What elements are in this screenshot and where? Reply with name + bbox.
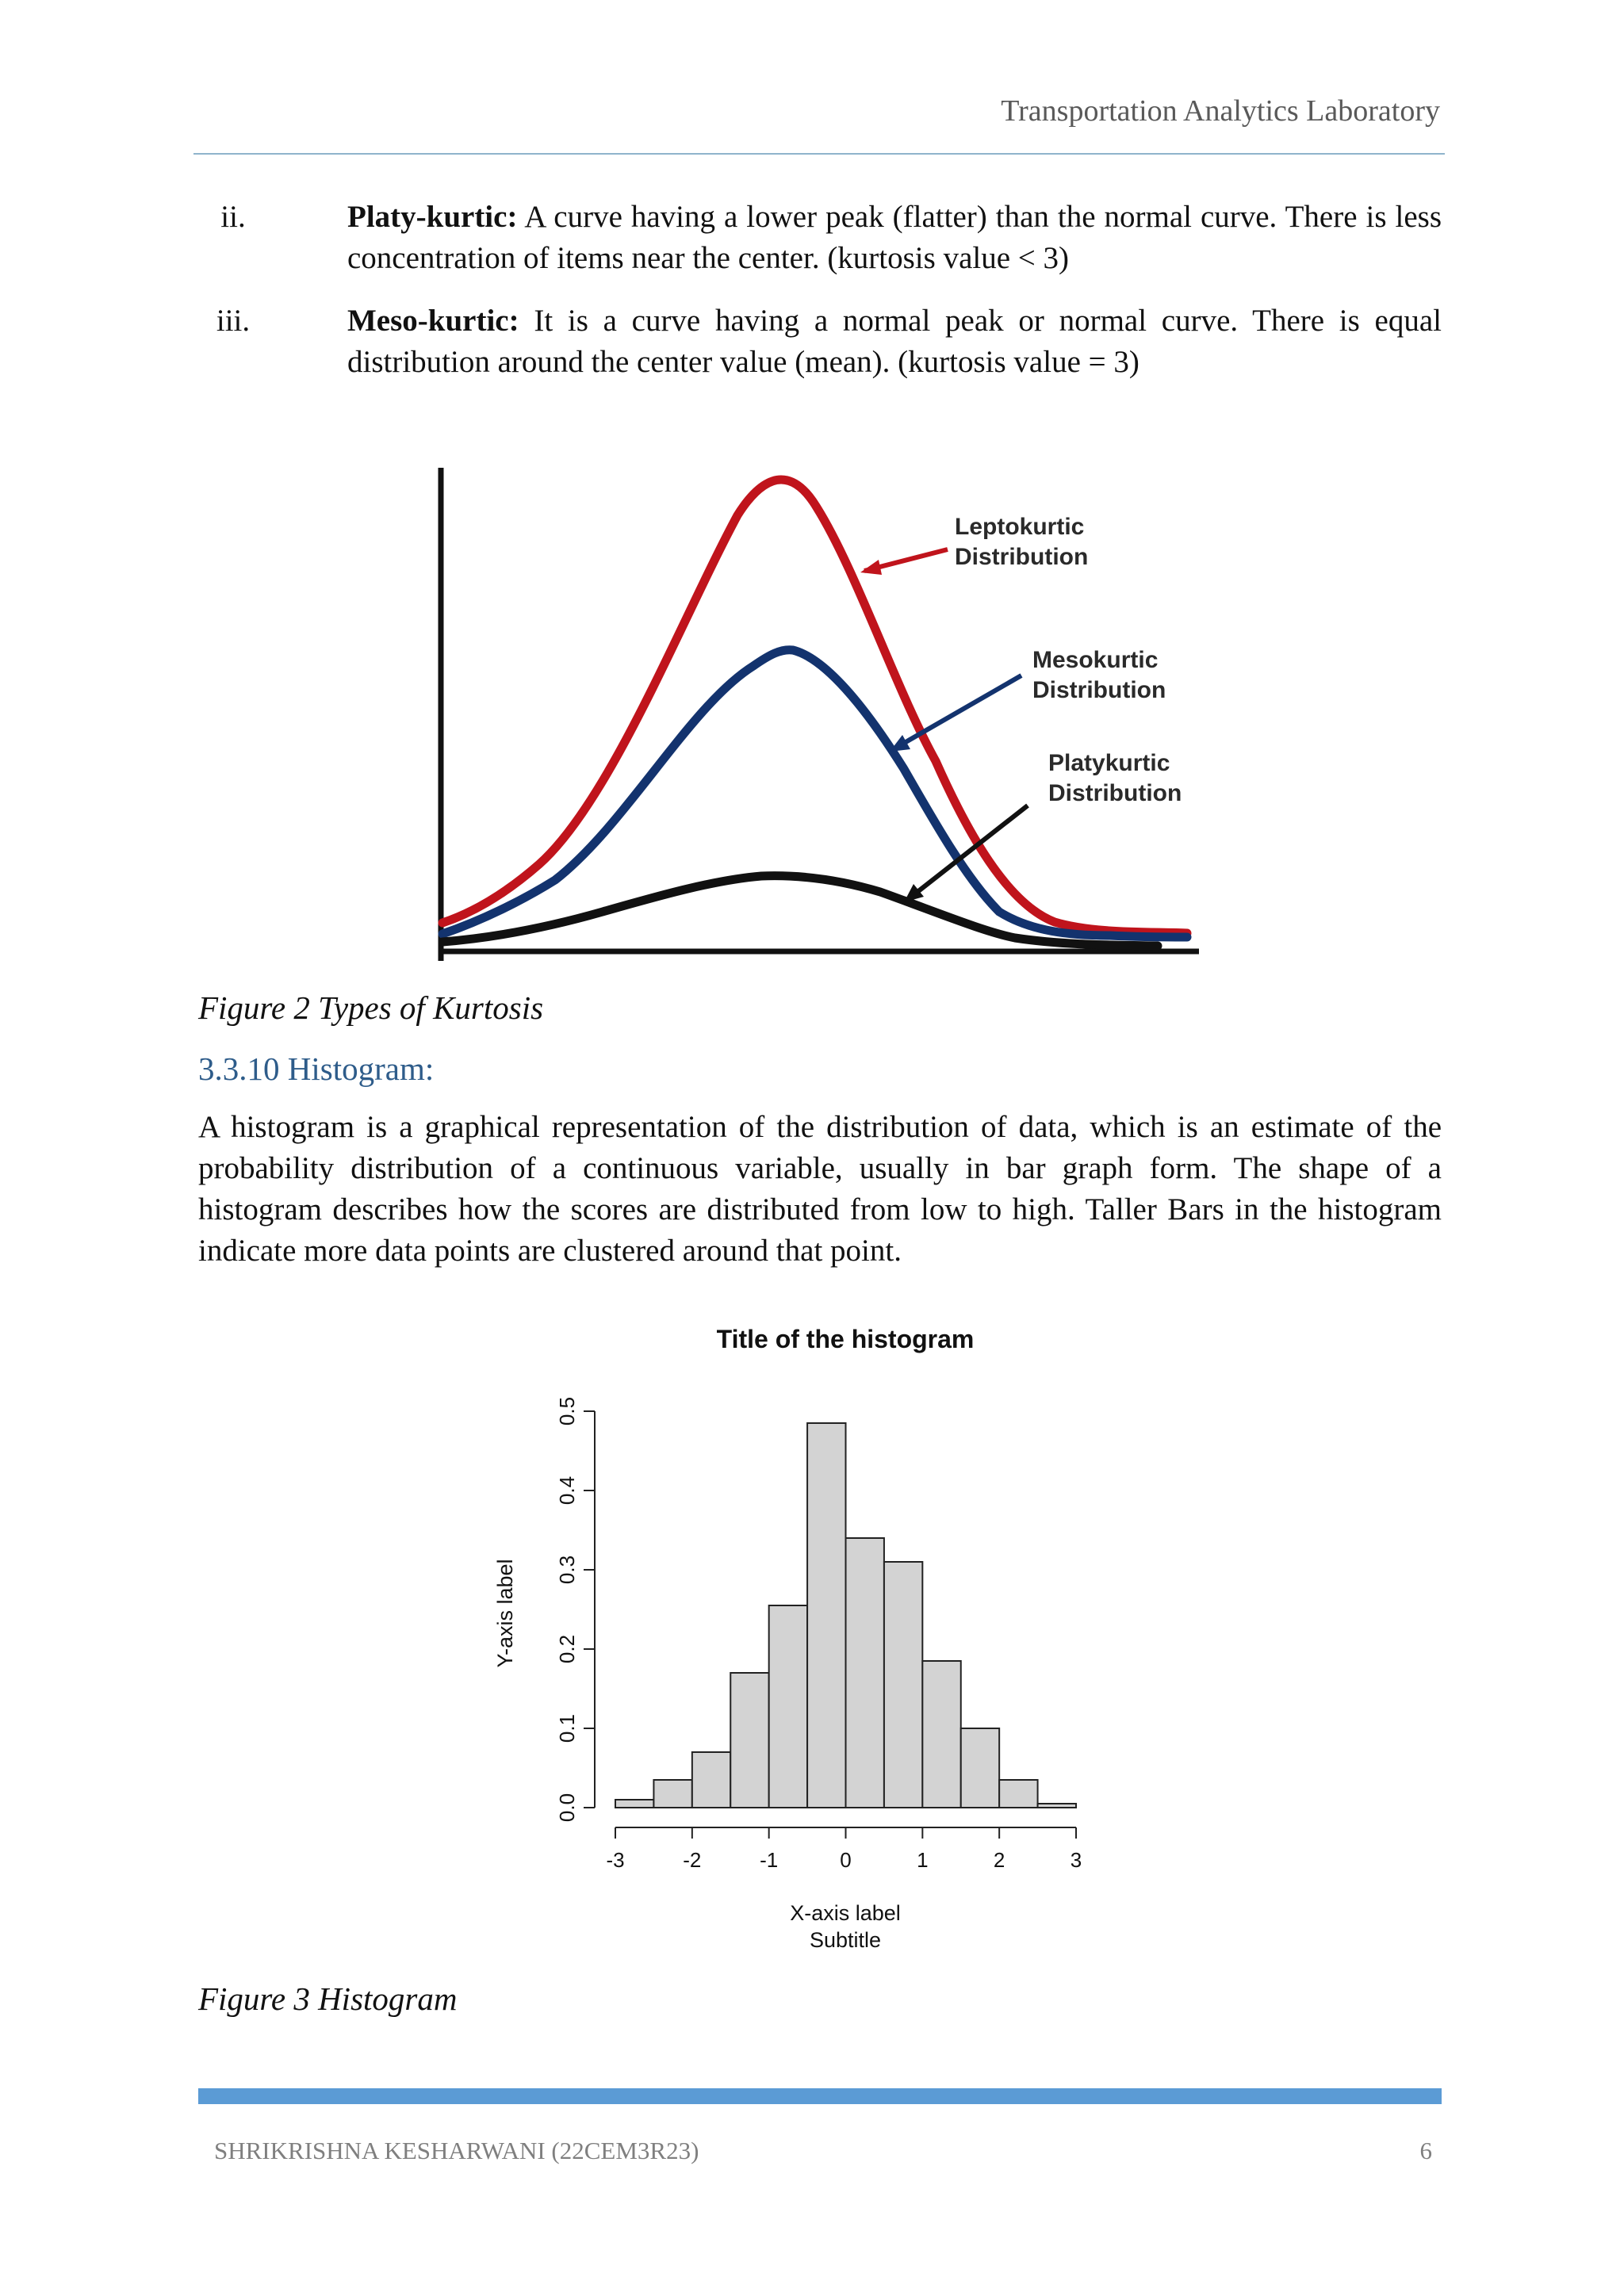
list-item-text: A curve having a lower peak (flatter) than the normal curve. There is less concentration of items near the center. (kurtosis value < 3) [347, 200, 1442, 275]
y-tick-label: 0.5 [555, 1396, 579, 1426]
x-tick-label: 0 [840, 1848, 852, 1872]
list-item-number: ii. [220, 200, 246, 234]
list-item-number: iii. [216, 304, 251, 338]
histogram-bar [730, 1673, 768, 1808]
histogram-bar [922, 1661, 960, 1808]
x-tick-label: -1 [760, 1848, 779, 1872]
histogram-bar [961, 1728, 999, 1808]
x-tick-label: 1 [917, 1848, 929, 1872]
leptokurtic-label: Leptokurtic [955, 514, 1085, 540]
y-tick-label: 0.2 [555, 1634, 579, 1664]
histogram-bar [884, 1562, 922, 1808]
histogram-bar [846, 1538, 884, 1808]
mesokurtic-label-line2: Distribution [1032, 677, 1166, 703]
histogram-paragraph: A histogram is a graphical representation of the distribution of data, which is an estimate of the probability distribution of a continuous variable, usually in bar graph form. The shape of a histogram describes how the scores are distributed from low to high. Taller Bars in the histogram indicate more data points are clustered around that point. [198, 1110, 1442, 1268]
kurtosis-figure [0, 0, 1624, 1031]
list-item-term: Platy-kurtic: [347, 200, 518, 234]
x-tick-label: 2 [993, 1848, 1005, 1872]
leptokurtic-arrow-head [860, 560, 882, 575]
y-tick-label: 0.3 [555, 1555, 579, 1585]
list-item-text: It is a curve having a normal peak or normal curve. There is equal distribution around the center value (mean). (kurtosis value = 3) [347, 304, 1442, 379]
histogram-bar [999, 1780, 1037, 1808]
x-tick-label: -2 [683, 1848, 702, 1872]
x-axis-label: X-axis label [790, 1901, 901, 1925]
figure-3-caption: Figure 3 Histogram [198, 1980, 458, 2017]
platykurtic-label: Platykurtic [1048, 750, 1170, 776]
chart-title: Title of the histogram [716, 1325, 975, 1353]
chart-subtitle: Subtitle [809, 1928, 882, 1952]
y-axis-label: Y-axis label [493, 1559, 517, 1668]
histogram-bar [653, 1780, 691, 1808]
histogram-bar [1038, 1804, 1076, 1808]
histogram-chart [0, 1300, 1624, 1982]
mesokurtic-label: Mesokurtic [1032, 647, 1159, 673]
page-header-title: Transportation Analytics Laboratory [1001, 94, 1440, 128]
section-heading: 3.3.10 Histogram: [198, 1050, 435, 1087]
histogram-bar [769, 1605, 807, 1808]
footer-bar [198, 2088, 1442, 2104]
page-number: 6 [1419, 2137, 1432, 2164]
y-tick-label: 0.1 [555, 1713, 579, 1743]
histogram-bar [692, 1752, 730, 1808]
x-tick-label: -3 [606, 1848, 625, 1872]
x-tick-label: 3 [1070, 1848, 1082, 1872]
leptokurtic-label-line2: Distribution [955, 544, 1089, 570]
histogram-bar [615, 1800, 653, 1808]
histogram-bar [807, 1423, 845, 1808]
y-tick-label: 0.4 [555, 1475, 579, 1506]
footer-author: SHRIKRISHNA KESHARWANI (22CEM3R23) [214, 2137, 699, 2164]
y-tick-label: 0.0 [555, 1793, 579, 1823]
platykurtic-label-line2: Distribution [1048, 780, 1182, 806]
figure-2-caption: Figure 2 Types of Kurtosis [198, 989, 544, 1026]
list-item-term: Meso-kurtic: [347, 304, 519, 338]
